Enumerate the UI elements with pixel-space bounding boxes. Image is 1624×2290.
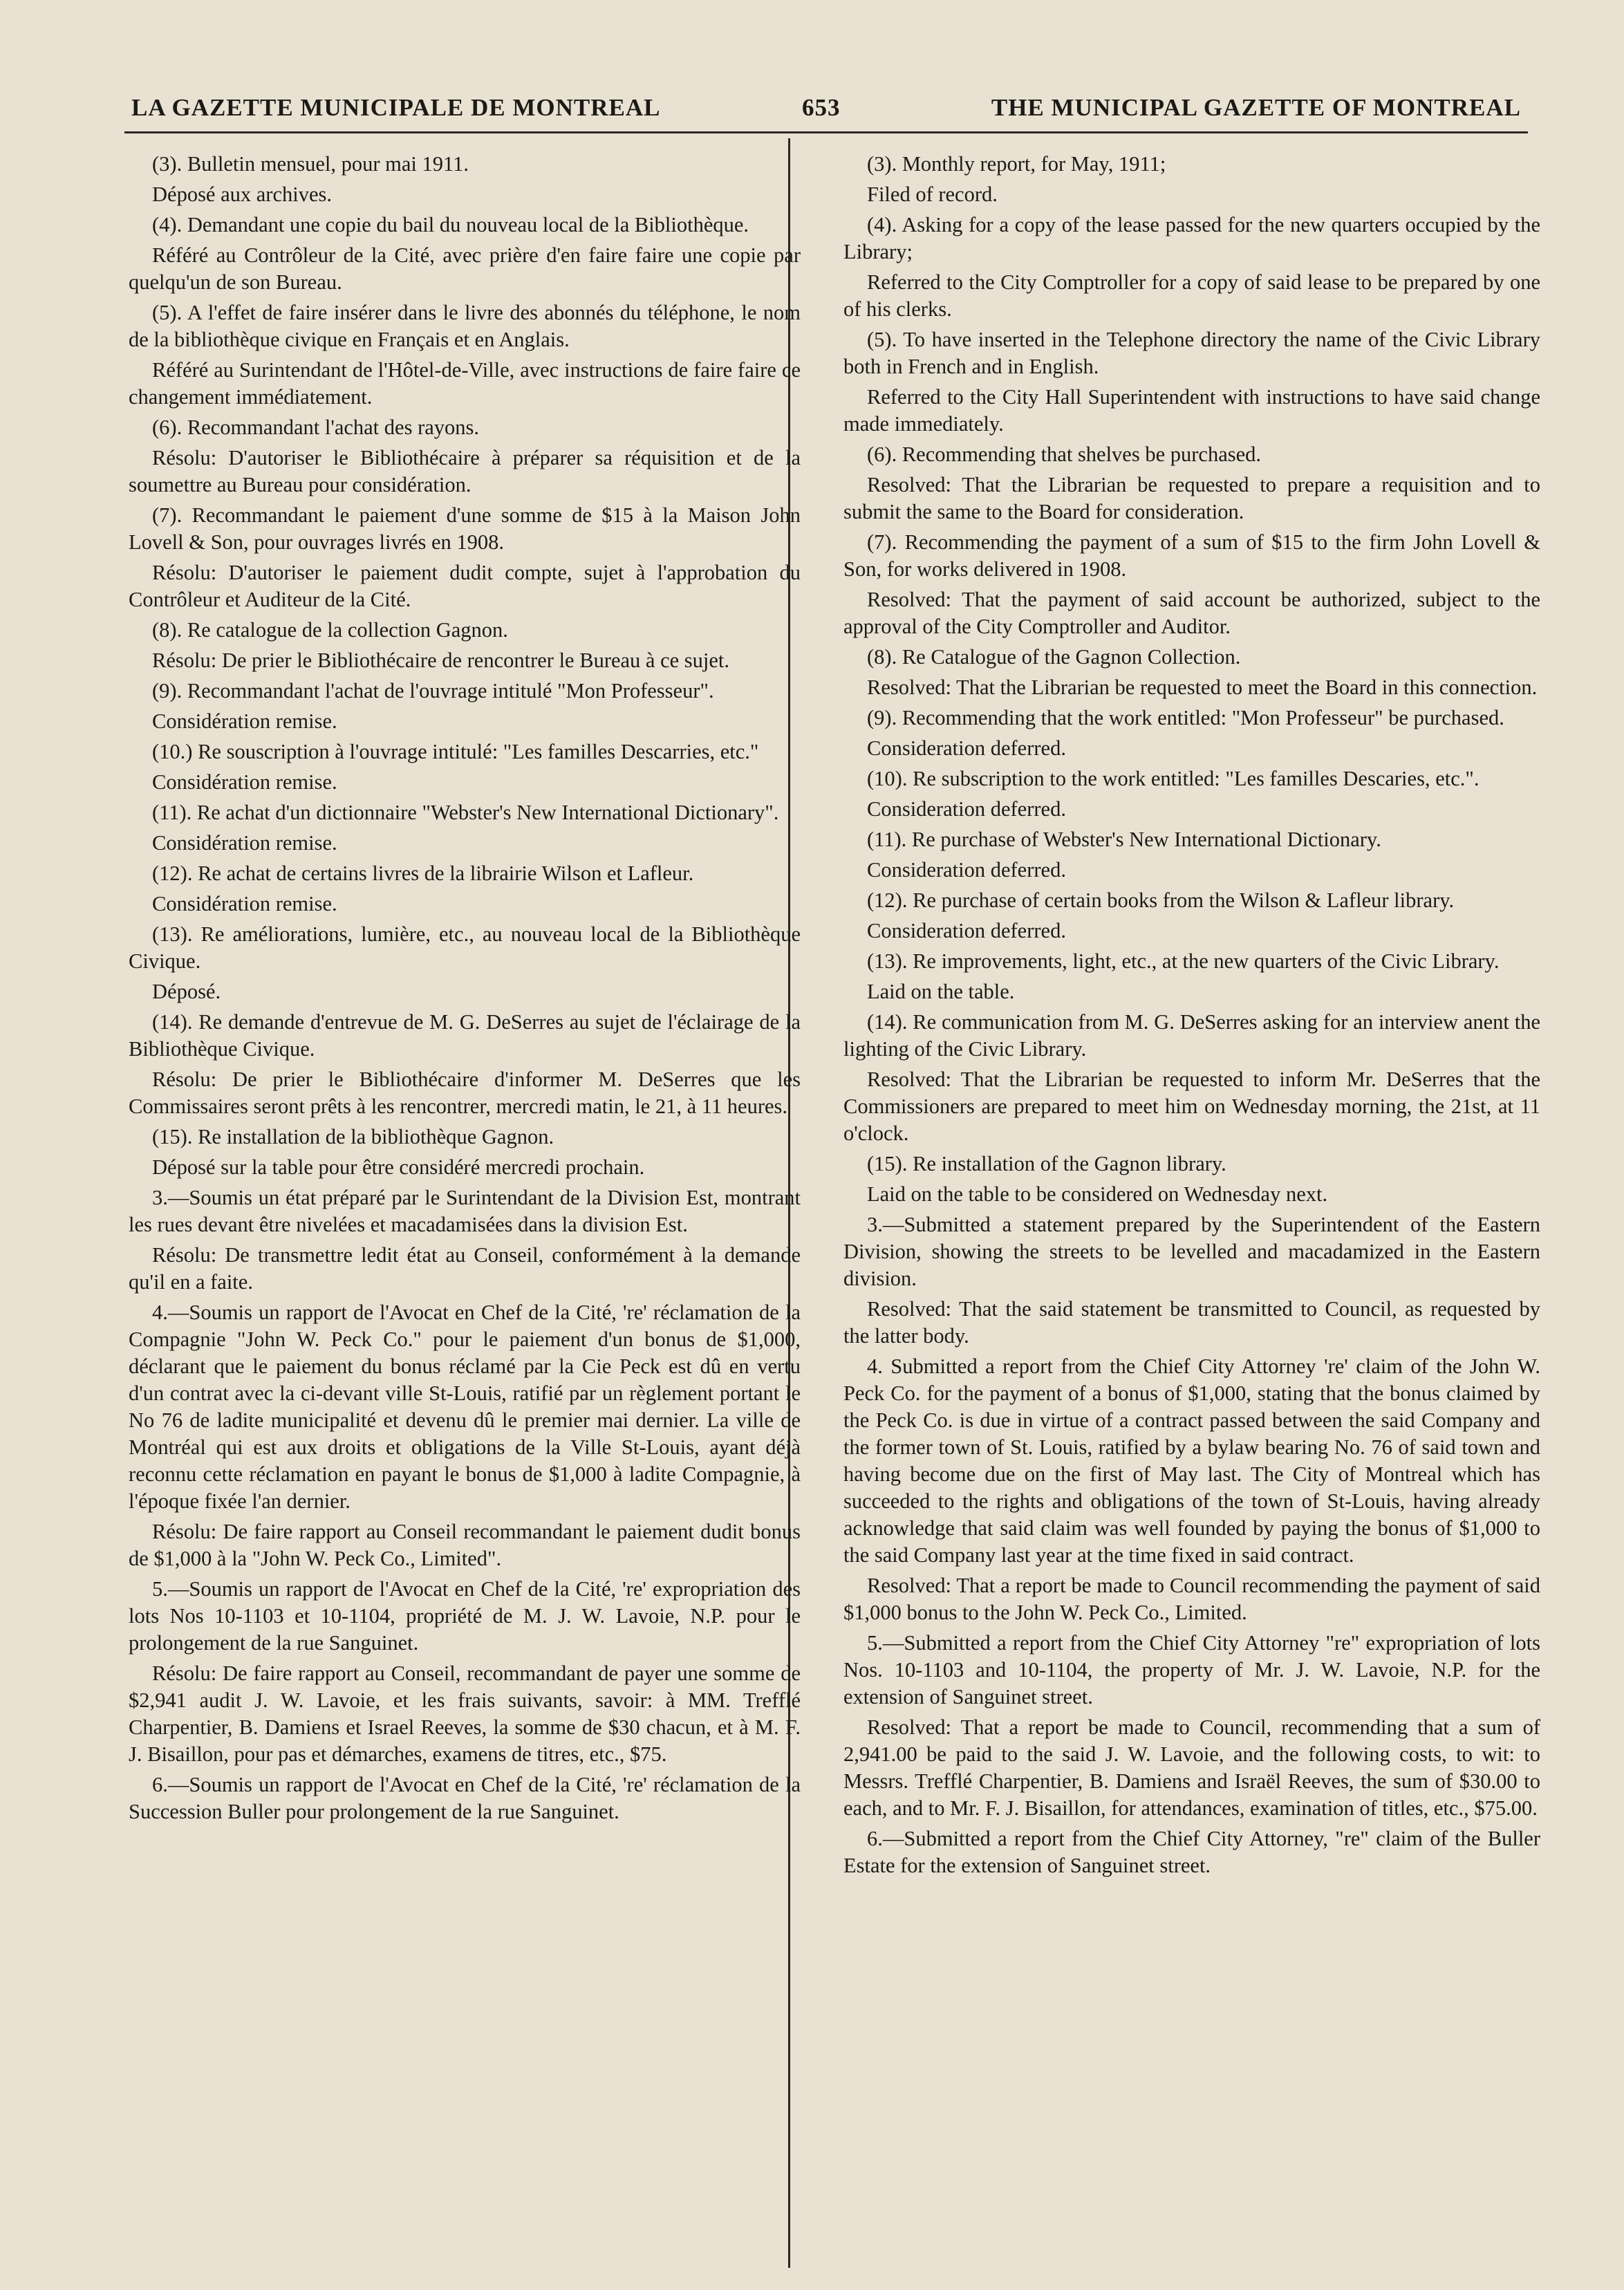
english-column — [843, 151, 1540, 1883]
paragraph: (14). Re communication from M. G. DeSerres asking for an interview anent the lighting of the Civic Library. — [843, 1010, 1540, 1061]
paragraph: 4. Submitted a report from the Chief City Attorney 're' claim of the John W. Peck Co. for the payment of a bonus of $1,000, stating that the bonus claimed by the Peck Co. is due in virtue of a contract passed between the said Company and the former town of St. Louis, ratified by a bylaw bearing No. 76 of said town and having become due on the first of May last. The City of Montreal which has succeeded to the rights and obligations of the town of St-Louis, having already acknowledge that said claim was well founded by paying the bonus of $1,000 to the said Company last year at the time fixed in said contract. — [843, 1355, 1540, 1567]
paragraph: (14). Re demande d'entrevue de M. G. DeSerres au sujet de l'éclairage de la Bibliothèque Civique. — [129, 1010, 801, 1061]
paragraph: Résolu: D'autoriser le paiement dudit compte, sujet à l'approbation du Contrôleur et Auditeur de la Cité. — [129, 561, 801, 611]
paragraph: (5). To have inserted in the Telephone directory the name of the Civic Library both in French and in English. — [843, 328, 1540, 378]
paragraph: (10.) Re souscription à l'ouvrage intitulé: "Les familles Descarries, etc." — [152, 740, 759, 763]
paragraph: (13). Re improvements, light, etc., at the new quarters of the Civic Library. — [867, 949, 1500, 973]
paragraph: Filed of record. — [867, 183, 998, 206]
paragraph: Considération remise. — [152, 892, 337, 915]
paragraph: Laid on the table. — [867, 980, 1015, 1003]
paragraph: Resolved: That the said statement be transmitted to Council, as requested by the latter body. — [843, 1297, 1540, 1348]
paragraph: Résolu: De prier le Bibliothécaire d'informer M. DeSerres que les Commissaires seront prêts à les rencontrer, mercredi matin, le 21, à 11 heures. — [129, 1068, 801, 1118]
paragraph: Laid on the table to be considered on Wednesday next. — [867, 1182, 1328, 1206]
paragraph: 5.—Submitted a report from the Chief City Attorney "re" expropriation of lots Nos. 10-1103 and 10-1104, the property of Mr. J. W. Lavoie, N.P. for the extension of Sanguinet street. — [843, 1631, 1540, 1709]
paragraph: 4.—Soumis un rapport de l'Avocat en Chef de la Cité, 're' réclamation de la Compagnie "John W. Peck Co." pour le paiement d'un bonus de $1,000, déclarant que le paiement du bonus réclamé par la Cie Peck est dû en vertu d'un contrat avec la ci-devant ville St-Louis, ratifié par un règlement portant le No 76 de ladite municipalité et devenu dû le premier mai dernier. La ville de Montréal qui est aux droits et obligations de la Ville St-Louis, ayant déjà reconnu cette réclamation en payant le bonus de $1,000 à ladite Compagnie, à l'époque fixée l'an dernier. — [129, 1301, 801, 1513]
page-header — [131, 89, 1521, 130]
paragraph: Résolu: De prier le Bibliothécaire de rencontrer le Bureau à ce sujet. — [152, 649, 730, 672]
paragraph: Referred to the City Comptroller for a copy of said lease to be prepared by one of his clerks. — [843, 270, 1540, 321]
paragraph: 6.—Submitted a report from the Chief City Attorney, "re" claim of the Buller Estate for the extension of Sanguinet street. — [843, 1827, 1540, 1877]
paragraph: Consideration deferred. — [867, 919, 1066, 942]
page-number: 653 — [802, 94, 841, 121]
paragraph: (12). Re achat de certains livres de la librairie Wilson et Lafleur. — [152, 862, 694, 885]
paragraph: (15). Re installation de la bibliothèque Gagnon. — [152, 1125, 554, 1148]
paragraph: Considération remise. — [152, 831, 337, 855]
paragraph: Résolu: D'autoriser le Bibliothécaire à préparer sa réquisition et de la soumettre au Bureau pour considération. — [129, 446, 801, 496]
paragraph: (13). Re améliorations, lumière, etc., au nouveau local de la Bibliothèque Civique. — [129, 922, 801, 973]
paragraph: (11). Re achat d'un dictionnaire "Webster's New International Dictionary". — [152, 801, 779, 824]
paragraph: (6). Recommending that shelves be purchased. — [867, 443, 1262, 466]
paragraph: (10). Re subscription to the work entitled: "Les familles Descaries, etc.". — [867, 767, 1480, 790]
paragraph: Résolu: De transmettre ledit état au Conseil, conformément à la demande qu'il en a faite. — [129, 1243, 801, 1294]
paragraph: Résolu: De faire rapport au Conseil, recommandant de payer une somme de $2,941 audit J. W. Lavoie, et les frais suivants, savoir: à MM. Trefflé Charpentier, B. Damiens et Israel Reeves, la somme de $30 chacun, et à M. F. J. Bisaillon, pour pas et démarches, examens de titres, etc., $75. — [129, 1661, 801, 1766]
paragraph: (8). Re catalogue de la collection Gagnon. — [152, 618, 508, 642]
paragraph: Consideration deferred. — [867, 797, 1066, 821]
paragraph: Resolved: That a report be made to Council recommending the payment of said $1,000 bonus to the John W. Peck Co., Limited. — [843, 1574, 1540, 1624]
paragraph: 6.—Soumis un rapport de l'Avocat en Chef de la Cité, 're' réclamation de la Succession Buller pour prolongement de la rue Sanguinet. — [129, 1773, 801, 1823]
paragraph: Resolved: That the Librarian be requested to inform Mr. DeSerres that the Commissioners are prepared to meet him on Wednesday morning, the 21st, at 11 o'clock. — [843, 1068, 1540, 1145]
paragraph: (15). Re installation of the Gagnon library. — [867, 1152, 1226, 1175]
paragraph: (4). Asking for a copy of the lease passed for the new quarters occupied by the Library; — [843, 213, 1540, 263]
paragraph: (12). Re purchase of certain books from the Wilson & Lafleur library. — [867, 888, 1455, 912]
paragraph: Considération remise. — [152, 770, 337, 794]
paragraph: (8). Re Catalogue of the Gagnon Collection. — [867, 645, 1241, 669]
paragraph: Résolu: De faire rapport au Conseil recommandant le paiement dudit bonus de $1,000 à la "John W. Peck Co., Limited". — [129, 1520, 801, 1570]
paragraph: (9). Recommandant l'achat de l'ouvrage intitulé "Mon Professeur". — [152, 679, 714, 702]
header-rule — [124, 131, 1528, 133]
paragraph: Déposé aux archives. — [152, 183, 332, 206]
paragraph: Referred to the City Hall Superintendent with instructions to have said change made immediately. — [843, 385, 1540, 436]
paragraph: (9). Recommending that the work entitled: "Mon Professeur" be purchased. — [867, 706, 1504, 729]
paragraph: Déposé sur la table pour être considéré mercredi prochain. — [152, 1155, 645, 1179]
paragraph: Référé au Surintendant de l'Hôtel-de-Ville, avec instructions de faire faire ce changement immédiatement. — [129, 358, 801, 409]
paragraph: (3). Bulletin mensuel, pour mai 1911. — [152, 152, 469, 176]
paragraph: (7). Recommending the payment of a sum of $15 to the firm John Lovell & Son, for works delivered in 1908. — [843, 530, 1540, 581]
header-title-french: LA GAZETTE MUNICIPALE DE MONTREAL — [131, 94, 661, 121]
paragraph: (6). Recommandant l'achat des rayons. — [152, 416, 480, 439]
paragraph: Considération remise. — [152, 709, 337, 733]
paragraph: (4). Demandant une copie du bail du nouveau local de la Bibliothèque. — [152, 213, 749, 236]
paragraph: 3.—Submitted a statement prepared by the Superintendent of the Eastern Division, showing the streets to be levelled and macadamized in the Eastern division. — [843, 1213, 1540, 1290]
paragraph: (3). Monthly report, for May, 1911; — [867, 152, 1166, 176]
paragraph: (7). Recommandant le paiement d'une somme de $15 à la Maison John Lovell & Son, pour ouvrages livrés en 1908. — [129, 503, 801, 554]
french-column — [129, 151, 801, 1829]
paragraph: Consideration deferred. — [867, 858, 1066, 882]
paragraph: Référé au Contrôleur de la Cité, avec prière d'en faire faire une copie par quelqu'un de son Bureau. — [129, 243, 801, 294]
paragraph: Resolved: That the payment of said account be authorized, subject to the approval of the City Comptroller and Auditor. — [843, 588, 1540, 638]
paragraph: (11). Re purchase of Webster's New International Dictionary. — [867, 828, 1381, 851]
paragraph: Resolved: That the Librarian be requested to meet the Board in this connection. — [867, 676, 1538, 699]
header-title-english: THE MUNICIPAL GAZETTE OF MONTREAL — [991, 94, 1521, 121]
paragraph: 3.—Soumis un état préparé par le Surintendant de la Division Est, montrant les rues devant être nivelées et macadamisées dans la division Est. — [129, 1186, 801, 1236]
paragraph: Resolved: That a report be made to Council, recommending that a sum of 2,941.00 be paid to the said J. W. Lavoie, and the following costs, to wit: to Messrs. Trefflé Charpentier, B. Damiens and Israël Reeves, the sum of $30.00 to each, and to Mr. F. J. Bisaillon, for attendances, examination of titles, etc., $75.00. — [843, 1715, 1540, 1820]
paragraph: Consideration deferred. — [867, 736, 1066, 760]
paragraph: (5). A l'effet de faire insérer dans le livre des abonnés du téléphone, le nom de la bibliothèque civique en Français et en Anglais. — [129, 301, 801, 351]
paragraph: 5.—Soumis un rapport de l'Avocat en Chef de la Cité, 're' expropriation des lots Nos 10-1103 et 10-1104, propriété de M. J. W. Lavoie, N.P. pour le prolongement de la rue Sanguinet. — [129, 1577, 801, 1655]
paragraph: Déposé. — [152, 980, 221, 1003]
paragraph: Resolved: That the Librarian be requested to prepare a requisition and to submit the same to the Board for consideration. — [843, 473, 1540, 523]
